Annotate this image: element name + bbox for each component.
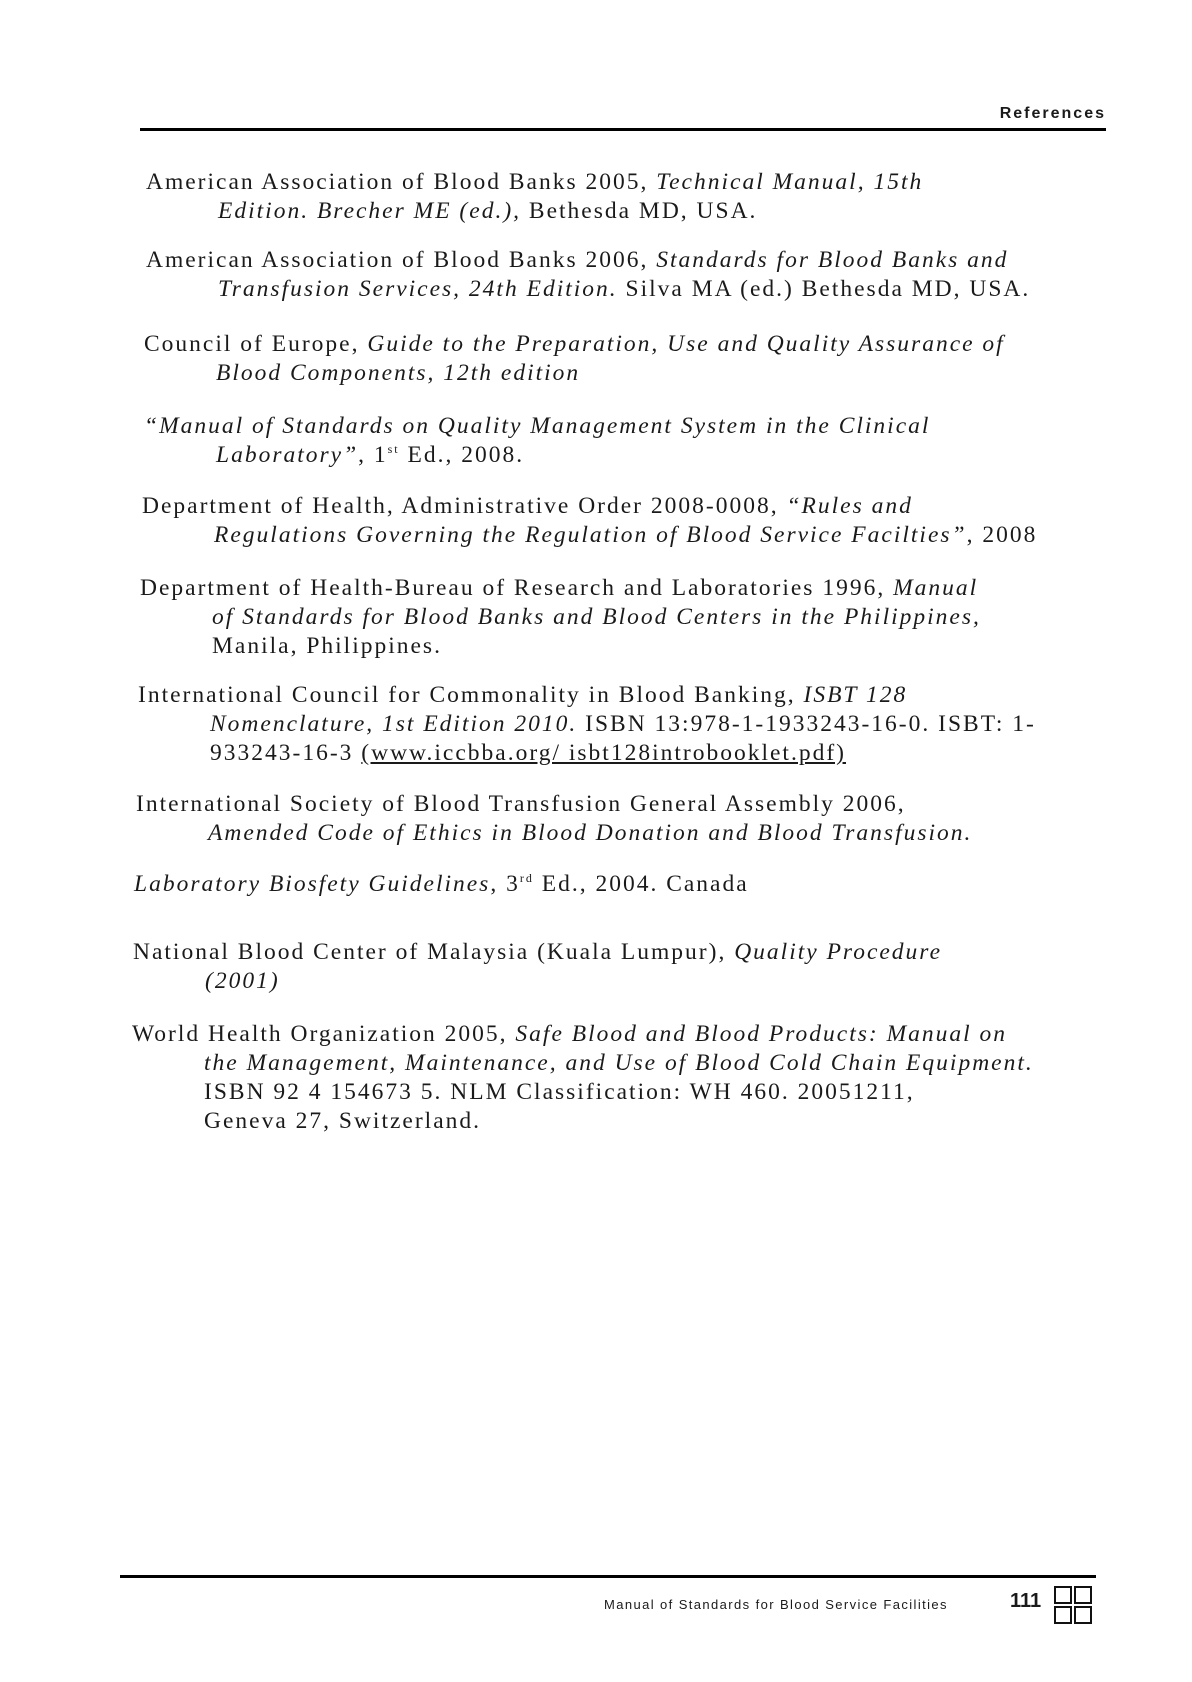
- reference-text: Ed., 2008.: [399, 442, 525, 468]
- reference-text: World Health Organization 2005,: [132, 1021, 516, 1047]
- reference-line: [133, 938, 942, 967]
- reference-line: [144, 330, 1005, 359]
- reference-text: (2001): [205, 968, 280, 994]
- reference-entry: [144, 330, 1005, 388]
- footer-document-title: Manual of Standards for Blood Service Facilities: [604, 1597, 948, 1612]
- reference-line: [132, 1107, 1034, 1136]
- reference-text: , 3: [490, 871, 520, 897]
- reference-entry: [136, 790, 972, 848]
- reference-entry: [134, 870, 749, 899]
- reference-text: st: [387, 442, 400, 457]
- reference-text: Silva MA (ed.) Bethesda MD, USA.: [617, 276, 1031, 302]
- reference-text: Amended Code of Ethics in Blood Donation and Blood Transfusion.: [208, 820, 973, 846]
- reference-text: Regulations Governing the Regulation of Blood Service Facilties”: [214, 522, 967, 548]
- reference-text: ISBN 92 4 154673 5. NLM Classification: WH 460. 20051211,: [204, 1079, 915, 1105]
- reference-text: National Blood Center of Malaysia (Kuala Lumpur),: [133, 939, 735, 965]
- reference-text: Nomenclature, 1st Edition 2010.: [210, 711, 578, 737]
- reference-text: American Association of Blood Banks 2006,: [146, 247, 657, 273]
- reference-entry: [133, 938, 942, 996]
- reference-line: [138, 710, 1036, 739]
- reference-line: [144, 359, 1005, 388]
- footer-divider: [120, 1575, 1096, 1578]
- book-pages-icon: [1054, 1586, 1092, 1624]
- reference-text: Ed., 2004. Canada: [533, 871, 749, 897]
- reference-text: Guide to the Preparation, Use and Quality Assurance of: [367, 331, 1005, 357]
- reference-text: Department of Health, Administrative Order 2008-0008,: [142, 493, 787, 519]
- reference-text: ISBT 128: [803, 682, 908, 708]
- reference-text: Technical Manual, 15th: [656, 169, 924, 195]
- header-divider: [140, 128, 1106, 131]
- reference-line: [136, 819, 972, 848]
- reference-line: [146, 246, 1030, 275]
- reference-text: rd: [519, 871, 534, 886]
- reference-entry: [140, 574, 981, 661]
- reference-text: , 1: [358, 442, 388, 468]
- reference-text: Edition. Brecher ME (ed.),: [218, 198, 522, 224]
- reference-line: [140, 632, 981, 661]
- reference-text: 933243-16-3: [210, 740, 362, 766]
- reference-text: of Standards for Blood Banks and Blood Centers in the Philippines,: [212, 604, 981, 630]
- reference-text: Department of Health-Bureau of Research and Laboratories 1996,: [140, 575, 894, 601]
- reference-line: [136, 790, 972, 819]
- reference-text: Transfusion Services, 24th Edition.: [218, 276, 618, 302]
- reference-line: [132, 1020, 1034, 1049]
- reference-text: Laboratory”: [216, 442, 359, 468]
- reference-line: [132, 1078, 1034, 1107]
- reference-text: , 2008: [966, 522, 1038, 548]
- reference-url-text: (www.iccbba.org/ isbt128introbooklet.pdf): [361, 740, 846, 766]
- reference-text: International Council for Commonality in Blood Banking,: [138, 682, 804, 708]
- reference-entry: [138, 681, 1036, 768]
- reference-text: ISBN 13:978-1-1933243-16-0. ISBT: 1-: [577, 711, 1036, 737]
- reference-entry: [142, 492, 1037, 550]
- reference-text: Manual: [893, 575, 979, 601]
- reference-line: [138, 681, 1036, 710]
- reference-text: International Society of Blood Transfusion General Assembly 2006,: [136, 791, 906, 817]
- reference-entry: [146, 168, 923, 226]
- reference-text: Laboratory Biosfety Guidelines: [134, 871, 491, 897]
- reference-line: [144, 441, 930, 470]
- reference-entry: [146, 246, 1030, 304]
- reference-text: Blood Components, 12th edition: [216, 360, 581, 386]
- reference-text: Standards for Blood Banks and: [656, 247, 1009, 273]
- reference-line: [146, 197, 923, 226]
- reference-text: Quality Procedure: [734, 939, 943, 965]
- reference-line: [134, 870, 749, 899]
- reference-line: [133, 967, 942, 996]
- reference-line: [146, 168, 923, 197]
- reference-line: [132, 1049, 1034, 1078]
- reference-text: the Management, Maintenance, and Use of Blood Cold Chain Equipment.: [204, 1050, 1034, 1076]
- reference-text: Council of Europe,: [144, 331, 368, 357]
- reference-line: [140, 574, 981, 603]
- running-header-title: References: [999, 105, 1106, 122]
- reference-line: [142, 492, 1037, 521]
- reference-text: American Association of Blood Banks 2005,: [146, 169, 657, 195]
- page-number: 111: [1010, 1590, 1042, 1612]
- reference-text: Geneva 27, Switzerland.: [204, 1108, 482, 1134]
- reference-text: Bethesda MD, USA.: [521, 198, 758, 224]
- reference-line: [146, 275, 1030, 304]
- reference-line: [140, 603, 981, 632]
- reference-entry: [144, 412, 930, 470]
- reference-text: Manila, Philippines.: [212, 633, 442, 659]
- reference-text: “Manual of Standards on Quality Management System in the Clinical: [144, 413, 931, 439]
- reference-line: [138, 739, 1036, 768]
- reference-line: [142, 521, 1037, 550]
- reference-text: “Rules and: [786, 493, 913, 519]
- reference-text: Safe Blood and Blood Products: Manual on: [515, 1021, 1008, 1047]
- reference-line: [144, 412, 930, 441]
- reference-entry: [132, 1020, 1034, 1136]
